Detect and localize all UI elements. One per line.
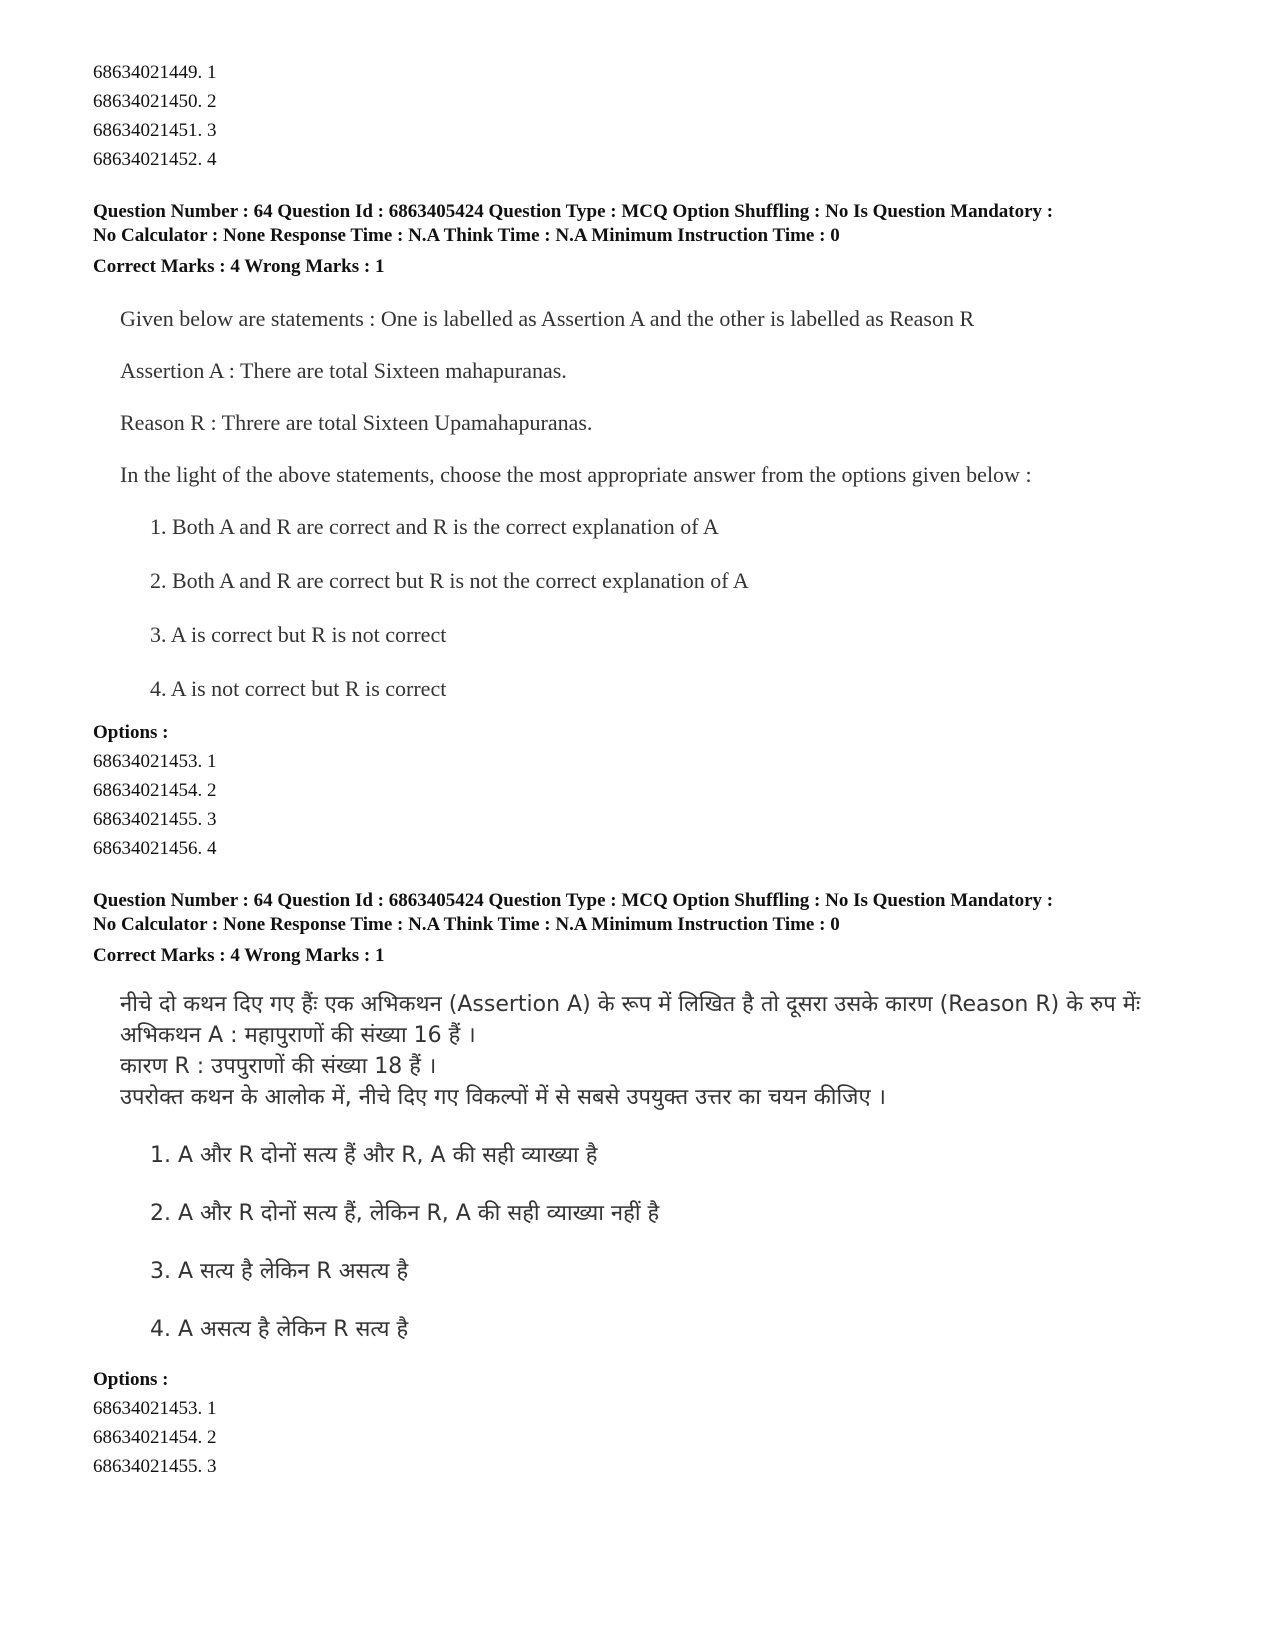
- answer-choice: 3. A सत्य है लेकिन R असत्य है: [150, 1259, 409, 1284]
- question-marks: Correct Marks : 4 Wrong Marks : 1: [93, 945, 385, 966]
- option-id-line: 68634021450. 2: [93, 91, 217, 112]
- options-title: Options :: [93, 1369, 169, 1390]
- reason-statement: Reason R : Threre are total Sixteen Upamahapuranas.: [120, 410, 593, 435]
- question-body: [120, 304, 1193, 704]
- answer-choice: 2. Both A and R are correct but R is not the correct explanation of A: [150, 568, 749, 593]
- options-title: Options :: [93, 722, 169, 743]
- instruction-statement: उपरोक्त कथन के आलोक में, नीचे दिए गए विकल्पों में से सबसे उपयुक्त उत्तर का चयन कीजिए ।: [120, 1085, 886, 1110]
- option-id-line: 68634021452. 4: [93, 149, 217, 170]
- question-meta-line-1: Question Number : 64 Question Id : 6863405424 Question Type : MCQ Option Shuffling : No Is Question Mandatory :: [93, 890, 1054, 911]
- option-id-line: 68634021454. 2: [93, 780, 217, 801]
- reason-statement: कारण R : उपपुराणों की संख्या 18 हैं ।: [120, 1054, 437, 1079]
- option-id-line: 68634021453. 1: [93, 1398, 217, 1419]
- question-marks: Correct Marks : 4 Wrong Marks : 1: [93, 256, 385, 277]
- option-id-line: 68634021456. 4: [93, 838, 217, 859]
- answer-choice: 1. Both A and R are correct and R is the correct explanation of A: [150, 514, 719, 539]
- option-id-line: 68634021451. 3: [93, 120, 217, 141]
- option-id-line: 68634021455. 3: [93, 809, 217, 830]
- question-statement: नीचे दो कथन दिए गए हैंः एक अभिकथन (Assertion A) के रूप में लिखित है तो दूसरा उसके कारण (Reason R) के रुप मेंः: [120, 992, 1141, 1017]
- answer-choice: 3. A is correct but R is not correct: [150, 622, 447, 647]
- assertion-statement: Assertion A : There are total Sixteen mahapuranas.: [120, 358, 567, 383]
- option-id-line: 68634021454. 2: [93, 1427, 217, 1448]
- answer-choice: 4. A is not correct but R is correct: [150, 676, 447, 701]
- option-id-line: 68634021455. 3: [93, 1456, 217, 1477]
- question-body: [120, 989, 1193, 1345]
- previous-options-list: [93, 58, 1193, 174]
- answer-choice: 4. A असत्य है लेकिन R सत्य है: [150, 1317, 409, 1342]
- answer-choice: 2. A और R दोनों सत्य हैं, लेकिन R, A की सही व्याख्या नहीं है: [150, 1201, 660, 1226]
- instruction-statement: In the light of the above statements, choose the most appropriate answer from the options given below :: [120, 462, 1032, 487]
- document-page: [93, 58, 1193, 1481]
- option-id-line: 68634021453. 1: [93, 751, 217, 772]
- question-meta-line-2: No Calculator : None Response Time : N.A Think Time : N.A Minimum Instruction Time : 0: [93, 225, 840, 246]
- question-meta-line-2: No Calculator : None Response Time : N.A Think Time : N.A Minimum Instruction Time : 0: [93, 914, 840, 935]
- option-id-line: 68634021449. 1: [93, 62, 217, 83]
- answer-choice: 1. A और R दोनों सत्य हैं और R, A की सही व्याख्या है: [150, 1143, 598, 1168]
- question-statement: Given below are statements : One is labelled as Assertion A and the other is labelled as Reason R: [120, 306, 975, 331]
- question-hindi: [93, 889, 1193, 1481]
- question-meta-line-1: Question Number : 64 Question Id : 6863405424 Question Type : MCQ Option Shuffling : No Is Question Mandatory :: [93, 201, 1054, 222]
- assertion-statement: अभिकथन A : महापुराणों की संख्या 16 हैं ।: [120, 1023, 476, 1048]
- question-english: [93, 200, 1193, 863]
